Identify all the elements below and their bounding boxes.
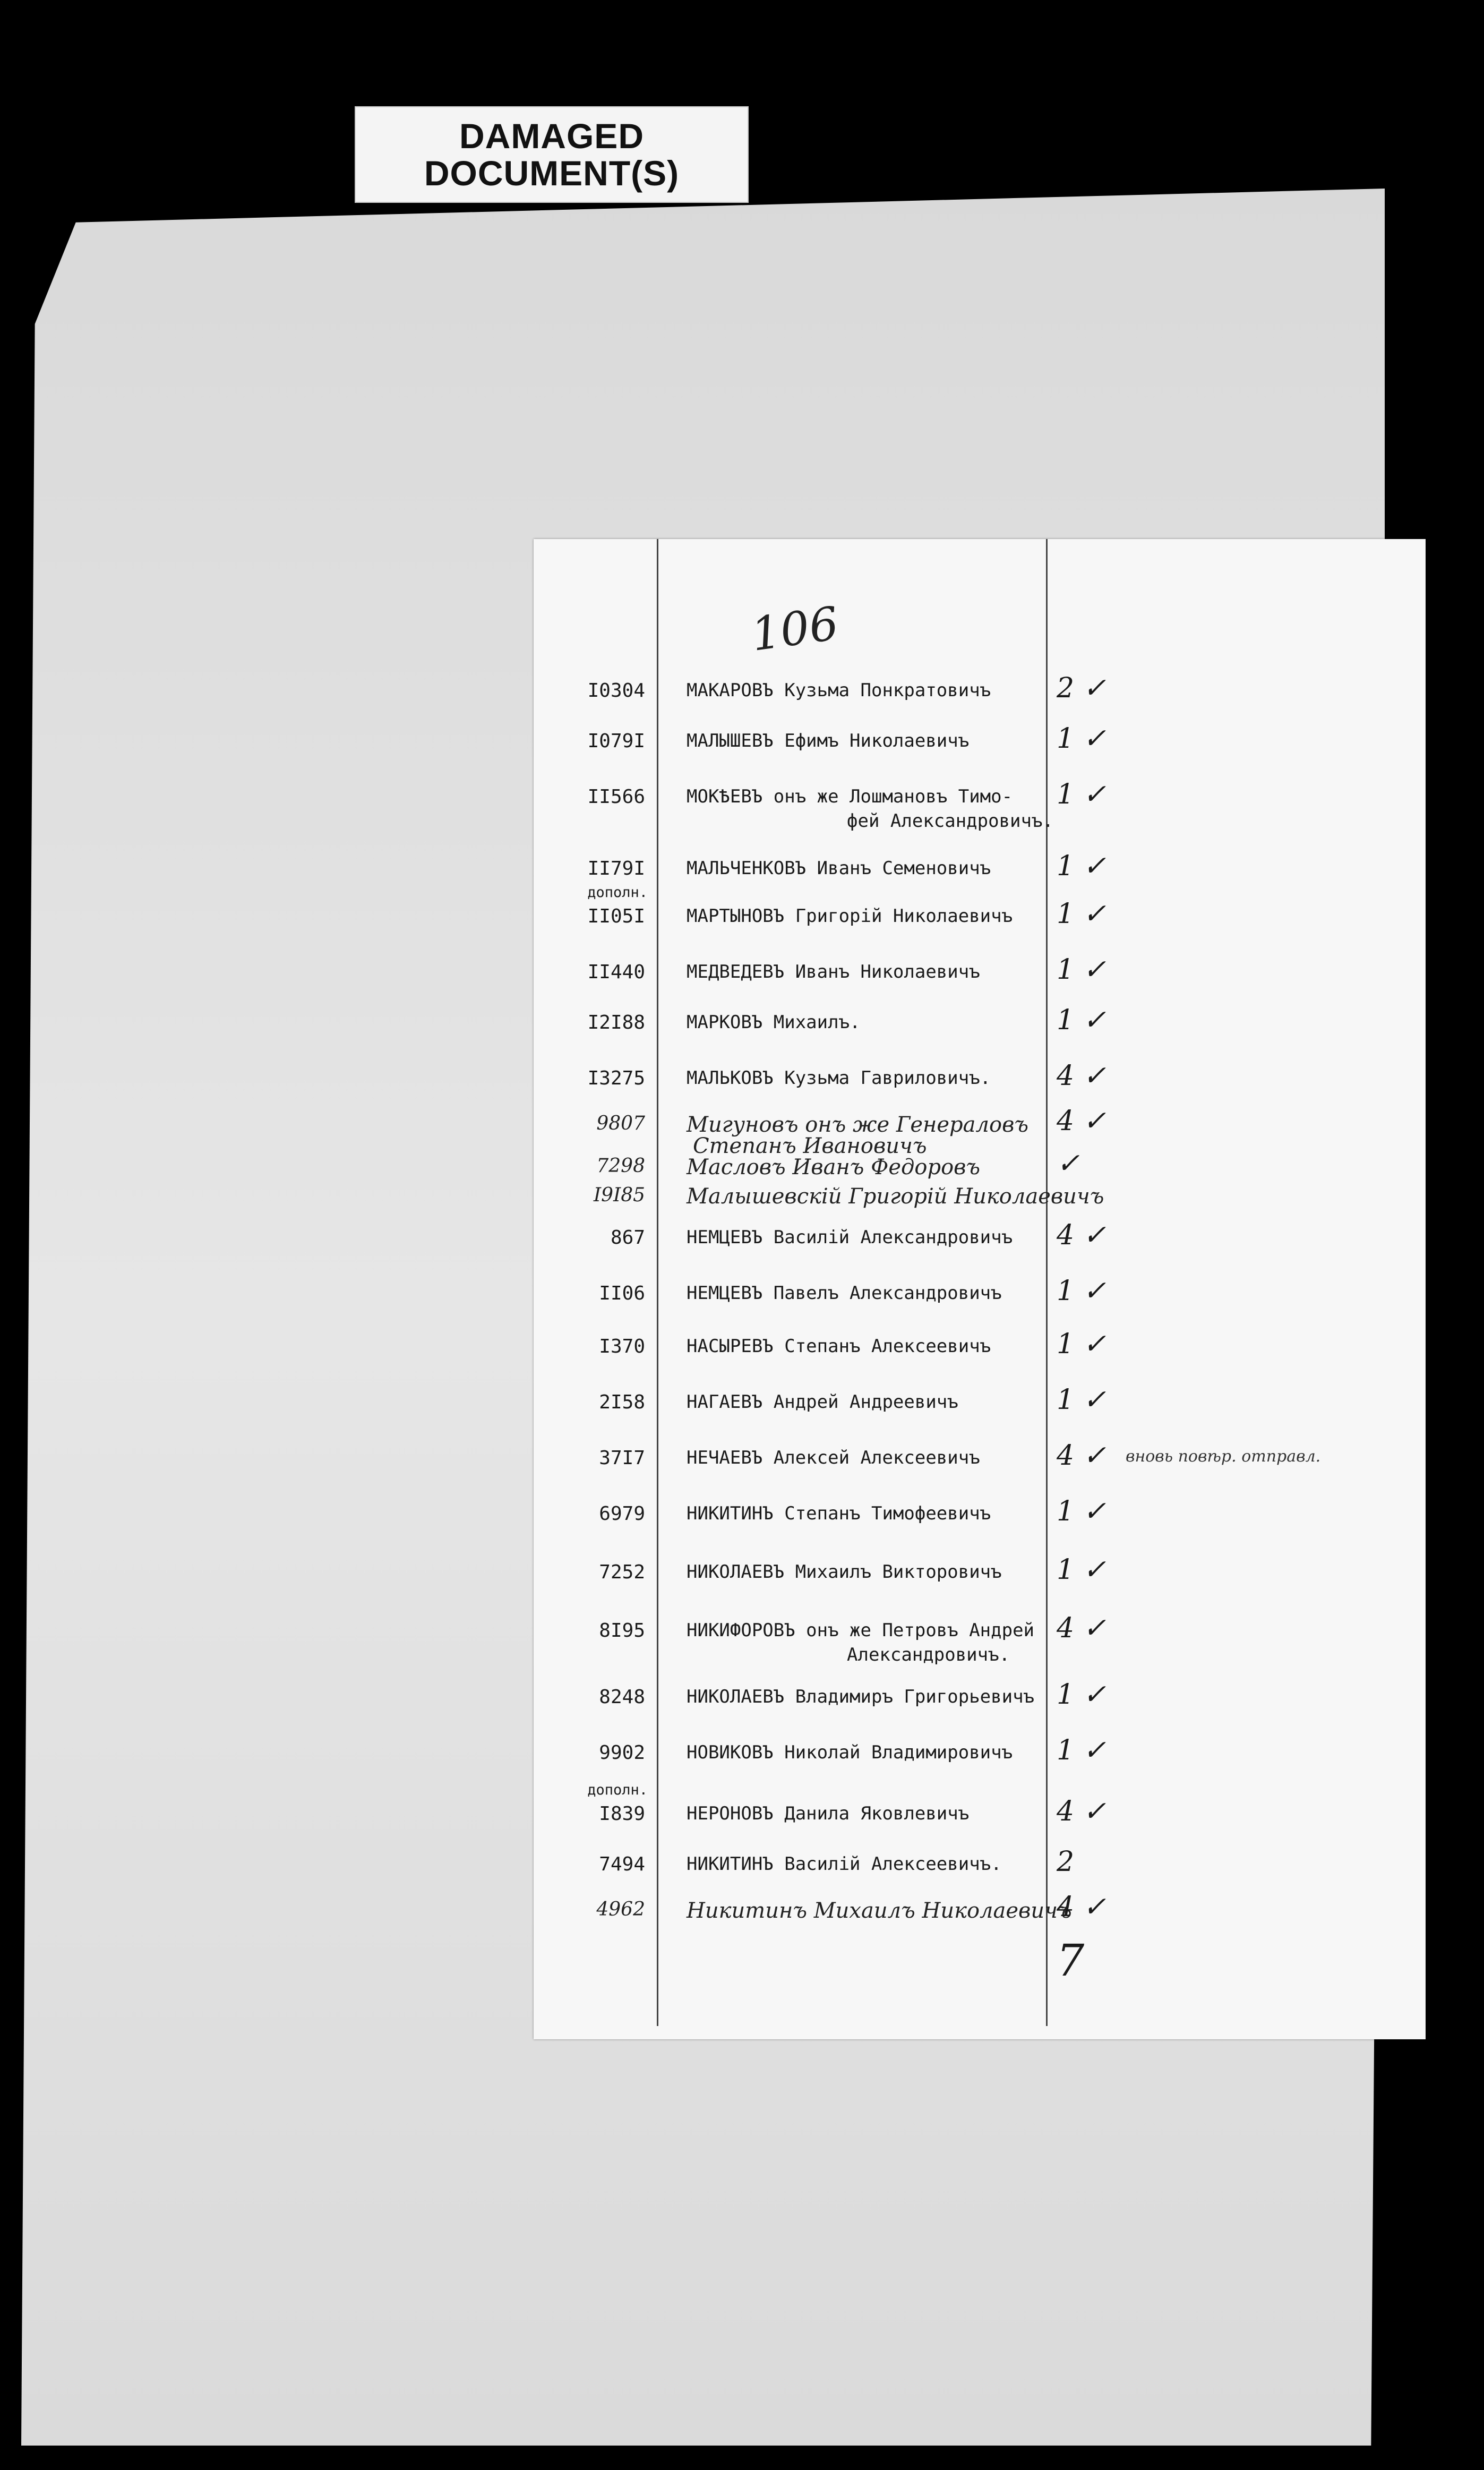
entry-name: Масловъ Иванъ Федоровъ: [687, 1155, 981, 1180]
entry-check-mark: 1 ✓: [1057, 1328, 1106, 1360]
entry-name: НИКОЛАЕВЪ Михаилъ Викторовичъ: [687, 1561, 1002, 1583]
entry-name: МОКѢЕВЪ онъ же Лошмановъ Тимо-: [687, 786, 1013, 807]
entry-number: 867: [610, 1227, 645, 1249]
entry-check-mark: 2: [1057, 1846, 1075, 1878]
entry-check-mark: 1 ✓: [1057, 779, 1106, 810]
entry-number: II440: [587, 961, 645, 983]
entry-check-mark: 2 ✓: [1057, 672, 1106, 704]
entry-number: 2I58: [599, 1391, 645, 1413]
entry-name: Никитинъ Михаилъ Николаевичъ: [687, 1899, 1072, 1923]
entry-check-mark: 1 ✓: [1057, 1004, 1106, 1036]
list-item: [534, 1275, 1426, 1330]
entry-number: I9I85: [593, 1184, 645, 1206]
entry-name: НИКИФОРОВЪ онъ же Петровъ Андрей: [687, 1620, 1035, 1641]
entry-number: 37I7: [599, 1447, 645, 1469]
list-item: [534, 1891, 1426, 1946]
entry-name: МАРКОВЪ Михаилъ.: [687, 1012, 861, 1033]
entry-name: Мигуновъ онъ же Генераловъ: [687, 1113, 1029, 1137]
entry-check-mark: 4 ✓: [1057, 1612, 1106, 1644]
damaged-documents-stamp: [355, 106, 749, 203]
entry-name: НЕМЦЕВЪ Василій Александровичъ: [687, 1227, 1013, 1248]
list-item: [534, 1612, 1426, 1668]
entry-number: II566: [587, 786, 645, 808]
entry-number: 7494: [599, 1853, 645, 1875]
list-item: [534, 1184, 1426, 1232]
entry-name: МАЛЬКОВЪ Кузьма Гавриловичъ.: [687, 1067, 991, 1089]
entry-check-mark: 1 ✓: [1057, 1734, 1106, 1766]
entry-number: II79I: [587, 858, 645, 879]
entry-number: I079I: [587, 730, 645, 752]
total-mark: 7: [1057, 1936, 1085, 1986]
entry-name: НИКИТИНЪ Василій Алексеевичъ.: [687, 1853, 1002, 1875]
entry-name: МАКАРОВЪ Кузьма Понкратовичъ: [687, 680, 991, 701]
entry-name: МЕДВЕДЕВЪ Иванъ Николаевичъ: [687, 961, 980, 982]
entry-check-mark: 1 ✓: [1057, 723, 1106, 755]
entry-number: 9807: [596, 1113, 645, 1134]
supplement-label: дополн.: [587, 884, 648, 901]
list-item: [534, 850, 1426, 905]
entry-name: НЕЧАЕВЪ Алексей Алексеевичъ: [687, 1447, 980, 1468]
entry-check-mark: 4 ✓: [1057, 1105, 1106, 1137]
entry-number: II05I: [587, 905, 645, 927]
list-item: [534, 1219, 1426, 1275]
entry-number: 4962: [596, 1899, 645, 1920]
entry-number: I839: [599, 1803, 645, 1825]
entry-name: МАЛЫШЕВЪ Ефимъ Николаевичъ: [687, 730, 970, 751]
entry-check-mark: 4 ✓: [1057, 1219, 1106, 1251]
entry-name: НОВИКОВЪ Николай Владимировичъ: [687, 1742, 1013, 1763]
entry-name: Малышевскій Григорій Николаевичъ: [687, 1184, 1104, 1209]
entry-name: НИКИТИНЪ Степанъ Тимофеевичъ: [687, 1503, 991, 1524]
list-item: [534, 1846, 1426, 1901]
entry-name: НЕМЦЕВЪ Павелъ Александровичъ: [687, 1283, 1002, 1304]
entry-check-mark: 4 ✓: [1057, 1440, 1106, 1472]
entry-check-mark: 1 ✓: [1057, 898, 1106, 930]
list-item: [534, 1440, 1426, 1495]
entry-check-mark: 1 ✓: [1057, 1275, 1106, 1307]
list-item: [534, 723, 1426, 778]
entry-name: МАРТЫНОВЪ Григорій Николаевичъ: [687, 905, 1013, 927]
entry-number: II06: [599, 1283, 645, 1304]
entry-number: 8248: [599, 1686, 645, 1708]
entry-name: МАЛЬЧЕНКОВЪ Иванъ Семеновичъ: [687, 858, 991, 879]
entry-number: I0304: [587, 680, 645, 702]
entry-check-mark: 1 ✓: [1057, 850, 1106, 882]
stamp-line-2: DOCUMENT(S): [424, 153, 680, 193]
list-item: [534, 1060, 1426, 1115]
entry-name: НАСЫРЕВЪ Степанъ Алексеевичъ: [687, 1336, 991, 1357]
list-item: [534, 1004, 1426, 1059]
stamp-line-1: DAMAGED: [459, 116, 644, 156]
list-item: [534, 884, 1426, 953]
entry-number: I2I88: [587, 1012, 645, 1033]
page-number: 106: [748, 597, 842, 662]
list-item: [534, 954, 1426, 1009]
entry-number: I3275: [587, 1067, 645, 1089]
list-item: [534, 1105, 1426, 1160]
entry-name: НИКОЛАЕВЪ Владимиръ Григорьевичъ: [687, 1686, 1035, 1707]
entry-number: 8I95: [599, 1620, 645, 1642]
entry-check-mark: 1 ✓: [1057, 1495, 1106, 1527]
supplement-label: дополн.: [587, 1782, 648, 1798]
list-item: [534, 1734, 1426, 1790]
entry-name-continuation: фей Александровичъ.: [847, 810, 1053, 832]
entry-check-mark: 1 ✓: [1057, 954, 1106, 986]
list-item: [534, 779, 1426, 834]
entry-margin-note: вновь повѣр. отправл.: [1126, 1447, 1321, 1466]
list-item: [534, 1554, 1426, 1609]
list-item: [534, 1679, 1426, 1734]
list-item: [534, 1495, 1426, 1551]
list-item: [534, 1328, 1426, 1383]
entry-name-continuation: Степанъ Ивановичъ: [693, 1134, 927, 1158]
list-item: [534, 672, 1426, 728]
entry-number: 6979: [599, 1503, 645, 1525]
entry-name-continuation: Александровичъ.: [847, 1644, 1010, 1665]
entry-number: 9902: [599, 1742, 645, 1764]
entry-check-mark: ✓: [1057, 1148, 1080, 1180]
entry-check-mark: 4 ✓: [1057, 1060, 1106, 1092]
entry-name: НАГАЕВЪ Андрей Андреевичъ: [687, 1391, 958, 1413]
entry-check-mark: 4 ✓: [1057, 1796, 1106, 1827]
entry-check-mark: 1 ✓: [1057, 1384, 1106, 1416]
entry-number: 7298: [596, 1155, 645, 1177]
entry-check-mark: 4 ✓: [1057, 1891, 1106, 1923]
entry-number: I370: [599, 1336, 645, 1357]
entry-check-mark: 1 ✓: [1057, 1679, 1106, 1711]
list-item: [534, 1384, 1426, 1439]
entry-name: НЕРОНОВЪ Данила Яковлевичъ: [687, 1803, 970, 1824]
entry-number: 7252: [599, 1561, 645, 1583]
entry-check-mark: 1 ✓: [1057, 1554, 1106, 1586]
list-item: [534, 1782, 1426, 1851]
list-sheet: [534, 539, 1426, 2039]
